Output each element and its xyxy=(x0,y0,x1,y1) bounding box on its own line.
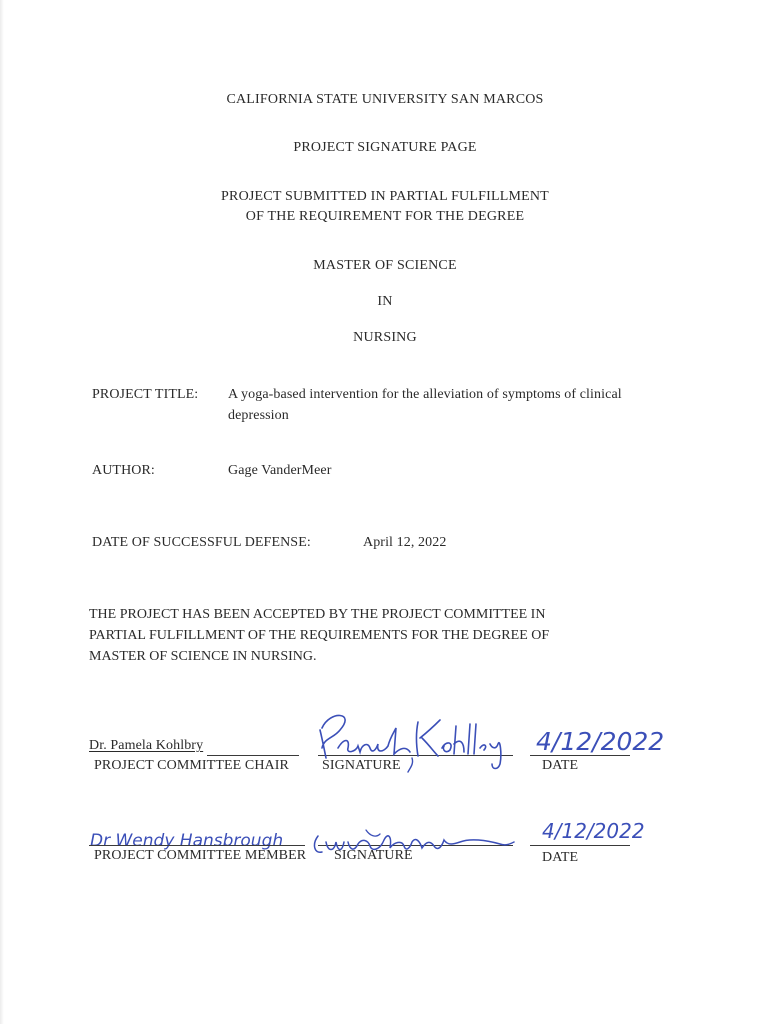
acceptance-line-2: PARTIAL FULFILLMENT OF THE REQUIREMENTS FOR THE DEGREE OF xyxy=(89,628,550,643)
chair-role-label: PROJECT COMMITTEE CHAIR xyxy=(94,758,289,773)
author-value: Gage VanderMeer xyxy=(228,463,332,478)
member-name-ink: Dr Wendy Hansbrough xyxy=(90,831,284,851)
project-title-line-1: A yoga-based intervention for the alleviation of symptoms of clinical xyxy=(228,387,622,402)
project-title-line-2: depression xyxy=(228,408,289,423)
project-title-label: PROJECT TITLE: xyxy=(92,387,199,402)
acceptance-line-1: THE PROJECT HAS BEEN ACCEPTED BY THE PROJECT COMMITTEE IN xyxy=(89,607,546,622)
member-date-label: DATE xyxy=(542,850,579,865)
page-title: PROJECT SIGNATURE PAGE xyxy=(293,140,477,155)
acceptance-statement xyxy=(89,604,649,667)
chair-date-label: DATE xyxy=(542,758,579,773)
chair-name-rule xyxy=(207,755,299,756)
degree-name: MASTER OF SCIENCE xyxy=(313,258,457,273)
in-word: IN xyxy=(377,294,393,309)
member-signature-label: SIGNATURE xyxy=(334,848,413,863)
university-name: CALIFORNIA STATE UNIVERSITY SAN MARCOS xyxy=(226,92,544,107)
acceptance-line-3: MASTER OF SCIENCE IN NURSING. xyxy=(89,649,317,664)
submission-line-1: PROJECT SUBMITTED IN PARTIAL FULFILLMENT xyxy=(221,189,549,204)
author-label: AUTHOR: xyxy=(92,463,155,478)
submission-line-2: OF THE REQUIREMENT FOR THE DEGREE xyxy=(245,209,525,224)
field-name: NURSING xyxy=(353,330,417,345)
member-handwritten-signature xyxy=(310,822,520,867)
member-date-ink: 4/12/2022 xyxy=(542,819,645,843)
chair-handwritten-date xyxy=(534,726,665,765)
defense-date-label: DATE OF SUCCESSFUL DEFENSE: xyxy=(92,535,311,550)
member-role-label: PROJECT COMMITTEE MEMBER xyxy=(94,848,307,863)
chair-date-ink: 4/12/2022 xyxy=(536,727,665,756)
defense-date-value: April 12, 2022 xyxy=(363,535,447,550)
member-handwritten-date xyxy=(540,816,670,853)
chair-signature-label: SIGNATURE xyxy=(322,758,401,773)
chair-name: Dr. Pamela Kohlbry xyxy=(89,738,204,753)
member-name-rule xyxy=(89,845,305,846)
chair-handwritten-signature xyxy=(316,708,516,783)
